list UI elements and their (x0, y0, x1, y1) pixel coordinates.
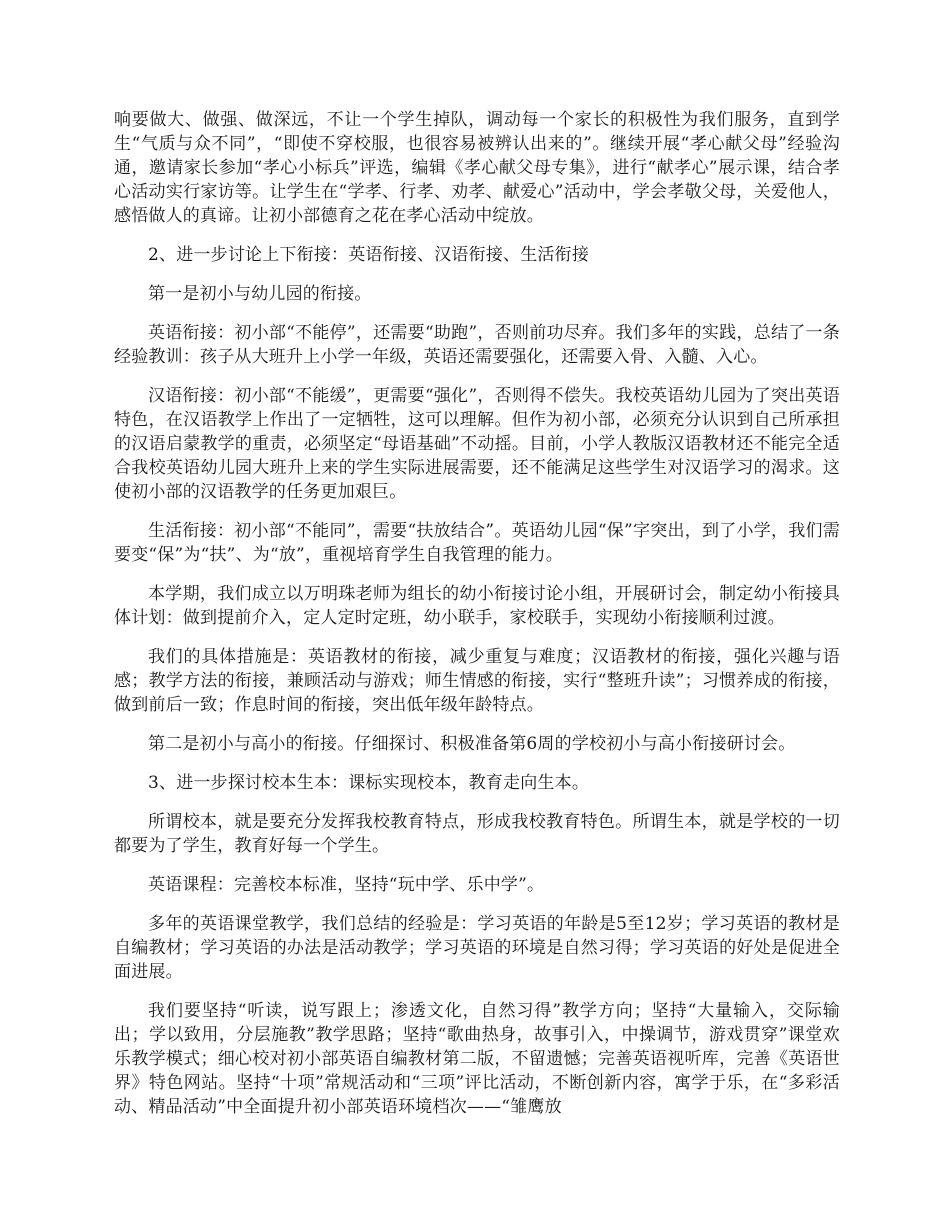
paragraph-6: 本学期，我们成立以万明珠老师为组长的幼小衔接讨论小组，开展研讨会，制定幼小衔接具体计划：做到提前介入，定人定时定班，幼小联手，家校联手，实现幼小衔接顺利过渡。 (114, 584, 840, 628)
paragraph-7: 我们的具体措施是：英语教材的衔接，减少重复与难度；汉语教材的衔接，强化兴趣与语感；教学方法的衔接，兼顾活动与游戏；师生情感的衔接，实行“整班升读”；习惯养成的衔接，做到前后一致；作息时间的衔接，突出低年级年龄特点。 (114, 647, 840, 715)
paragraph-5: 生活衔接：初小部“不能同”，需要“扶放结合”。英语幼儿园“保”字突出，到了小学，我们需要变“保”为“扶”、为“放”，重视培育学生自我管理的能力。 (114, 521, 840, 565)
paragraph-0: 响要做大、做强、做深远，不让一个学生掉队，调动每一个家长的积极性为我们服务，直到学生“气质与众不同”，“即使不穿校服，也很容易被辨认出来的”。继续开展“孝心献父母”经验沟通，邀请家长参加“孝心小标兵”评选，编辑《孝心献父母专集》，进行“献孝心”展示课，结合孝心活动实行家访等。让学生在“学孝、行孝、劝孝、献爱心”活动中，学会孝敬父母，关爱他人，感悟做人的真谛。让初小部德育之花在孝心活动中绽放。 (114, 110, 840, 226)
paragraph-10: 所谓校本，就是要充分发挥我校教育特点，形成我校教育特色。所谓生本，就是学校的一切都要为了学生，教育好每一个学生。 (114, 812, 840, 856)
paragraph-13: 我们要坚持“听读，说写跟上；渗透文化，自然习得”教学方向；坚持“大量输入，交际输出；学以致用，分层施教”教学思路；坚持“歌曲热身，故事引入，中操调节，游戏贯穿”课堂欢乐教学模式；细心校对初小部英语自编教材第二版，不留遗憾；完善英语视听库，完善《英语世界》特色网站。坚持“十项”常规活动和“三项”评比活动，不断创新内容，寓学于乐，在“多彩活动、精品活动”中全面提升初小部英语环境档次——“雏鹰放 (114, 1001, 840, 1117)
paragraph-4: 汉语衔接：初小部“不能缓”，更需要“强化”，否则得不偿失。我校英语幼儿园为了突出英语特色，在汉语教学上作出了一定牺牲，这可以理解。但作为初小部，必须充分认识到自己所承担的汉语启蒙教学的重责，必须坚定“母语基础”不动摇。目前，小学人教版汉语教材还不能完全适合我校英语幼儿园大班升上来的学生实际进展需要，还不能满足这些学生对汉语学习的渴求。这使初小部的汉语教学的任务更加艰巨。 (114, 386, 840, 502)
paragraph-12: 多年的英语课堂教学，我们总结的经验是：学习英语的年龄是5至12岁；学习英语的教材是自编教材；学习英语的办法是活动教学；学习英语的环境是自然习得；学习英语的好处是促进全面进展。 (114, 914, 840, 982)
paragraph-8: 第二是初小与高小的衔接。仔细探讨、积极准备第6周的学校初小与高小衔接研讨会。 (148, 734, 796, 754)
paragraph-9: 3、进一步探讨校本生本：课标实现校本，教育走向生本。 (148, 773, 590, 793)
paragraph-1: 2、进一步讨论上下衔接：英语衔接、汉语衔接、生活衔接 (148, 245, 590, 265)
paragraph-3: 英语衔接：初小部“不能停”，还需要“助跑”，否则前功尽弃。我们多年的实践，总结了一条经验教训：孩子从大班升上小学一年级，英语还需要强化，还需要入骨、入髓、入心。 (114, 323, 840, 367)
paragraph-11: 英语课程：完善校本标准，坚持“玩中学、乐中学”。 (148, 875, 545, 895)
paragraph-2: 第一是初小与幼儿园的衔接。 (148, 284, 372, 304)
document-page (114, 108, 840, 1134)
